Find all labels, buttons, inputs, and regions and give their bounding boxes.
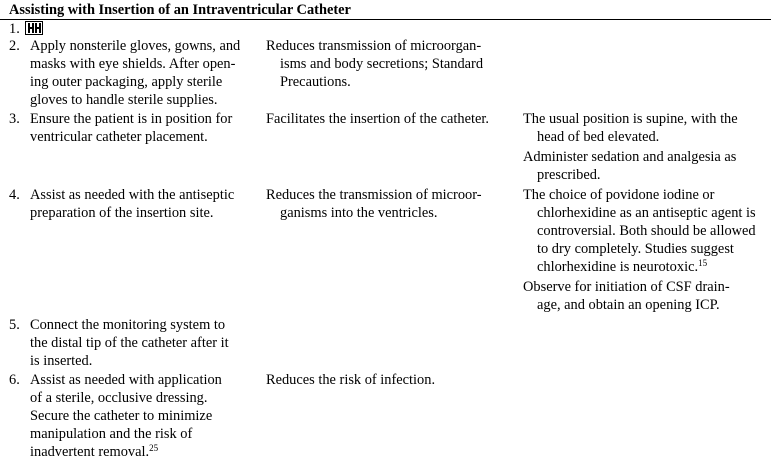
step-2-action-line: gloves to handle sterile supplies. xyxy=(30,92,218,108)
step-4-note-line: age, and obtain an opening ICP. xyxy=(537,297,720,313)
step-5-action-line: Connect the monitoring system to xyxy=(30,317,226,333)
step-6-rationale-line: Reduces the risk of infection. xyxy=(266,372,436,388)
reference-superscript: 25 xyxy=(149,443,159,453)
step-2-rationale-line: Precautions. xyxy=(280,74,351,90)
step-4-action xyxy=(30,186,262,222)
step-6-action-text: inadvertent removal. xyxy=(30,444,150,460)
step-6-action xyxy=(30,371,262,461)
step-3-note-line: prescribed. xyxy=(537,167,601,183)
step-5-number: 5. xyxy=(9,317,20,333)
step-2-rationale xyxy=(266,37,516,91)
step-4-note-1 xyxy=(523,186,767,276)
step-4-note-line: controversial. Both should be allowed xyxy=(537,223,756,239)
table-title: Assisting with Insertion of an Intraventricular Catheter xyxy=(9,2,351,18)
reference-superscript: 15 xyxy=(698,258,708,268)
step-2-rationale-line: Reduces transmission of microorgan- xyxy=(266,38,482,54)
step-6-action-line: manipulation and the risk of xyxy=(30,426,193,442)
step-3-number: 3. xyxy=(9,111,20,127)
step-2-number: 2. xyxy=(9,38,20,54)
step-4-note-line: The choice of povidone iodine or xyxy=(523,187,715,203)
step-6-action-line: Assist as needed with application xyxy=(30,372,222,388)
step-3-note-1 xyxy=(523,110,767,146)
step-4-number: 4. xyxy=(9,187,20,203)
step-3-action-line: ventricular catheter placement. xyxy=(30,129,208,145)
step-4-note-2 xyxy=(523,278,767,314)
step-1-number: 1. xyxy=(9,19,43,38)
step-6-rationale xyxy=(266,371,516,389)
step-6-action-line: of a sterile, occlusive dressing. xyxy=(30,390,208,406)
step-4-rationale-line: ganisms into the ventricles. xyxy=(280,205,438,221)
step-4-rationale xyxy=(266,186,516,222)
step-4-rationale-line: Reduces the transmission of microor- xyxy=(266,187,482,203)
step-3-rationale-line: Facilitates the insertion of the catheter. xyxy=(266,111,489,127)
step-4-note-line xyxy=(523,258,767,276)
step-2-action-line: Apply nonsterile gloves, gowns, and xyxy=(30,38,241,54)
step-3-note-2 xyxy=(523,148,767,184)
step-5-action xyxy=(30,316,262,370)
step-3-action-line: Ensure the patient is in position for xyxy=(30,111,233,127)
hand-hygiene-icon xyxy=(25,21,43,35)
step-2-action-line: masks with eye shields. After open- xyxy=(30,56,236,72)
step-4-action-line: Assist as needed with the antiseptic xyxy=(30,187,235,203)
step-5-action-line: the distal tip of the catheter after it xyxy=(30,335,229,351)
step-3-rationale xyxy=(266,110,516,128)
step-4-action-line: preparation of the insertion site. xyxy=(30,205,214,221)
step-6-action-line: Secure the catheter to minimize xyxy=(30,408,213,424)
step-2-action xyxy=(30,37,262,109)
step-3-note-line: Administer sedation and analgesia as xyxy=(523,149,737,165)
step-3-note-line: head of bed elevated. xyxy=(537,129,660,145)
step-2-rationale-line: isms and body secretions; Standard xyxy=(280,56,484,72)
step-6-number: 6. xyxy=(9,372,20,388)
step-5-action-line: is inserted. xyxy=(30,353,93,369)
step-4-note-line: Observe for initiation of CSF drain- xyxy=(523,279,730,295)
step-3-action xyxy=(30,110,262,146)
step-6-action-line xyxy=(30,443,262,461)
step-4-note-text: chlorhexidine is neurotoxic. xyxy=(537,259,699,275)
step-4-note-line: to dry completely. Studies suggest xyxy=(537,241,734,257)
step-3-note-line: The usual position is supine, with the xyxy=(523,111,738,127)
step-2-action-line: ing outer packaging, apply sterile xyxy=(30,74,223,90)
step-4-note-line: chlorhexidine as an antiseptic agent is xyxy=(537,205,756,221)
title-divider xyxy=(0,19,771,20)
